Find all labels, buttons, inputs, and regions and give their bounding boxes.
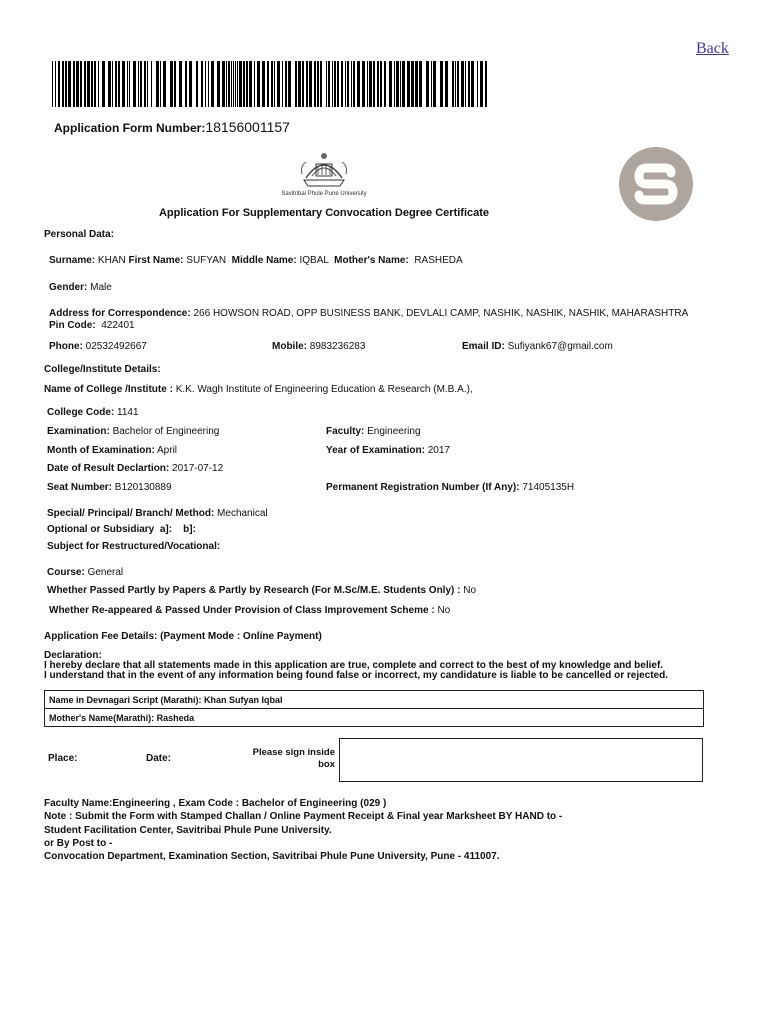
gender-label: Gender: — [49, 282, 88, 293]
seat-number-row — [47, 482, 172, 493]
note-center-line: Student Facilitation Center, Savitribai Phule Pune University. — [44, 824, 332, 836]
course-row — [47, 567, 123, 578]
marathi-name-row: Name in Devnagari Script (Marathi): Khan Sufyan Iqbal — [45, 691, 704, 709]
pin-value: 422401 — [101, 320, 135, 331]
place-label: Place: — [48, 753, 78, 764]
reappeared-row — [49, 605, 450, 616]
course-value: General — [87, 567, 124, 578]
surname-label: Surname: — [49, 255, 96, 266]
form-title: Application For Supplementary Convocation Degree Certificate — [158, 207, 490, 219]
college-name-label: Name of College /Institute : — [44, 384, 173, 395]
university-caption: Savitribai Phule Pune University — [281, 191, 367, 197]
reappeared-value: No — [437, 605, 451, 616]
reappeared-label: Whether Re-appeared & Passed Under Provision of Class Improvement Scheme : — [49, 605, 435, 616]
college-heading: College/Institute Details: — [44, 364, 161, 375]
college-code-label: College Code: — [47, 407, 115, 418]
year-label: Year of Examination: — [326, 445, 425, 456]
note-address-line: Convocation Department, Examination Section, Savitribai Phule Pune University, Pune - 411007. — [44, 851, 500, 863]
optional-a: a]: — [159, 524, 173, 535]
special-row — [47, 508, 268, 519]
partly-label: Whether Passed Partly by Papers & Partly by Research (For M.Sc/M.E. Students Only) : — [47, 585, 461, 596]
email-row — [462, 341, 613, 352]
college-code-row — [47, 407, 139, 418]
marathi-details-table — [44, 690, 704, 727]
seat-number-label: Seat Number: — [47, 482, 113, 493]
subject-label: Subject for Restructured/Vocational: — [47, 541, 221, 552]
prn-row — [326, 482, 574, 493]
result-date-row — [47, 463, 223, 474]
sign-instruction-line-1: Please sign inside — [252, 747, 335, 758]
date-label: Date: — [146, 753, 172, 764]
fee-details: Application Fee Details: (Payment Mode : Online Payment) — [44, 631, 322, 642]
application-form-number-label: Application Form Number: — [54, 121, 206, 135]
name-row — [49, 255, 463, 266]
college-name-row — [44, 384, 473, 395]
submission-note — [44, 797, 562, 863]
phone-row — [49, 341, 147, 352]
phone-label: Phone: — [49, 341, 83, 352]
address-value: 266 HOWSON ROAD, OPP BUSINESS BANK, DEVLALI CAMP, NASHIK, NASHIK, NASHIK, MAHARASHTRA — [193, 308, 689, 319]
mobile-row — [272, 341, 365, 352]
email-label: Email ID: — [462, 341, 505, 352]
gender-row — [49, 282, 112, 293]
note-post-line: or By Post to - — [44, 837, 113, 849]
note-faculty-line: Faculty Name:Engineering , Exam Code : Bachelor of Engineering (029 ) — [44, 798, 387, 809]
prn-value: 71405135H — [522, 482, 575, 493]
prn-label: Permanent Registration Number (If Any): — [326, 482, 520, 493]
email-value: Sufiyank67@gmail.com — [507, 341, 613, 352]
year-row — [326, 445, 450, 456]
note-submit-line: Note : Submit the Form with Stamped Challan / Online Payment Receipt & Final year Marksheet BY HAND to - — [44, 811, 563, 823]
partly-value: No — [463, 585, 477, 596]
month-row — [47, 445, 177, 456]
sign-instruction-line-2: box — [318, 759, 335, 770]
year-value: 2017 — [427, 445, 450, 456]
optional-row — [47, 524, 196, 535]
examination-value: Bachelor of Engineering — [112, 426, 220, 437]
result-date-label: Date of Result Declartion: — [47, 463, 170, 474]
barcode-image — [52, 61, 490, 107]
pin-row — [49, 320, 135, 331]
first-name-value: SUFYAN — [186, 255, 227, 266]
application-form-number — [54, 119, 290, 135]
signature-box[interactable] — [339, 738, 703, 782]
middle-name-label: Middle Name: — [231, 255, 297, 266]
mobile-value: 8983236283 — [309, 341, 366, 352]
declaration-line-1: I hereby declare that all statements made in this application are true, complete and correct to the best of my knowledge and belief. — [44, 660, 664, 671]
mother-name-label: Mother's Name: — [334, 255, 409, 266]
declaration-line-2: I understand that in the event of any information being found false or incorrect, my candidature is liable to be cancelled or rejected. — [44, 670, 669, 681]
month-value: April — [157, 445, 178, 456]
declaration-heading: Declaration: — [44, 650, 102, 661]
faculty-value: Engineering — [367, 426, 421, 437]
first-name-label: First Name: — [128, 255, 184, 266]
course-label: Course: — [47, 567, 85, 578]
mother-name-value: RASHEDA — [414, 255, 463, 266]
partly-row — [47, 585, 476, 596]
marathi-mother-row: Mother's Name(Marathi): Rasheda — [45, 709, 704, 727]
application-form-number-value: 18156001157 — [205, 119, 290, 135]
phone-value: 02532492667 — [85, 341, 147, 352]
result-date-value: 2017-07-12 — [172, 463, 224, 474]
college-name-value: K.K. Wagh Institute of Engineering Education & Research (M.B.A.), — [175, 384, 473, 395]
surname-value: KHAN — [97, 255, 126, 266]
mobile-label: Mobile: — [272, 341, 307, 352]
back-link[interactable]: Back — [696, 40, 729, 57]
optional-b: b]: — [183, 524, 196, 535]
examination-row — [47, 426, 219, 437]
gender-value: Male — [90, 282, 112, 293]
personal-data-heading: Personal Data: — [44, 229, 115, 240]
address-row — [49, 308, 688, 319]
special-value: Mechanical — [217, 508, 268, 519]
middle-name-value: IQBAL — [299, 255, 329, 266]
address-label: Address for Correspondence: — [49, 308, 191, 319]
sign-instruction — [230, 747, 335, 771]
month-label: Month of Examination: — [47, 445, 155, 456]
university-seal-logo — [296, 146, 352, 192]
examination-label: Examination: — [47, 426, 110, 437]
faculty-label: Faculty: — [326, 426, 365, 437]
special-label: Special/ Principal/ Branch/ Method: — [47, 508, 215, 519]
seat-number-value: B120130889 — [114, 482, 172, 493]
optional-label: Optional or Subsidiary — [47, 524, 155, 535]
pin-label: Pin Code: — [49, 320, 96, 331]
faculty-row — [326, 426, 421, 437]
college-code-value: 1141 — [117, 407, 139, 418]
